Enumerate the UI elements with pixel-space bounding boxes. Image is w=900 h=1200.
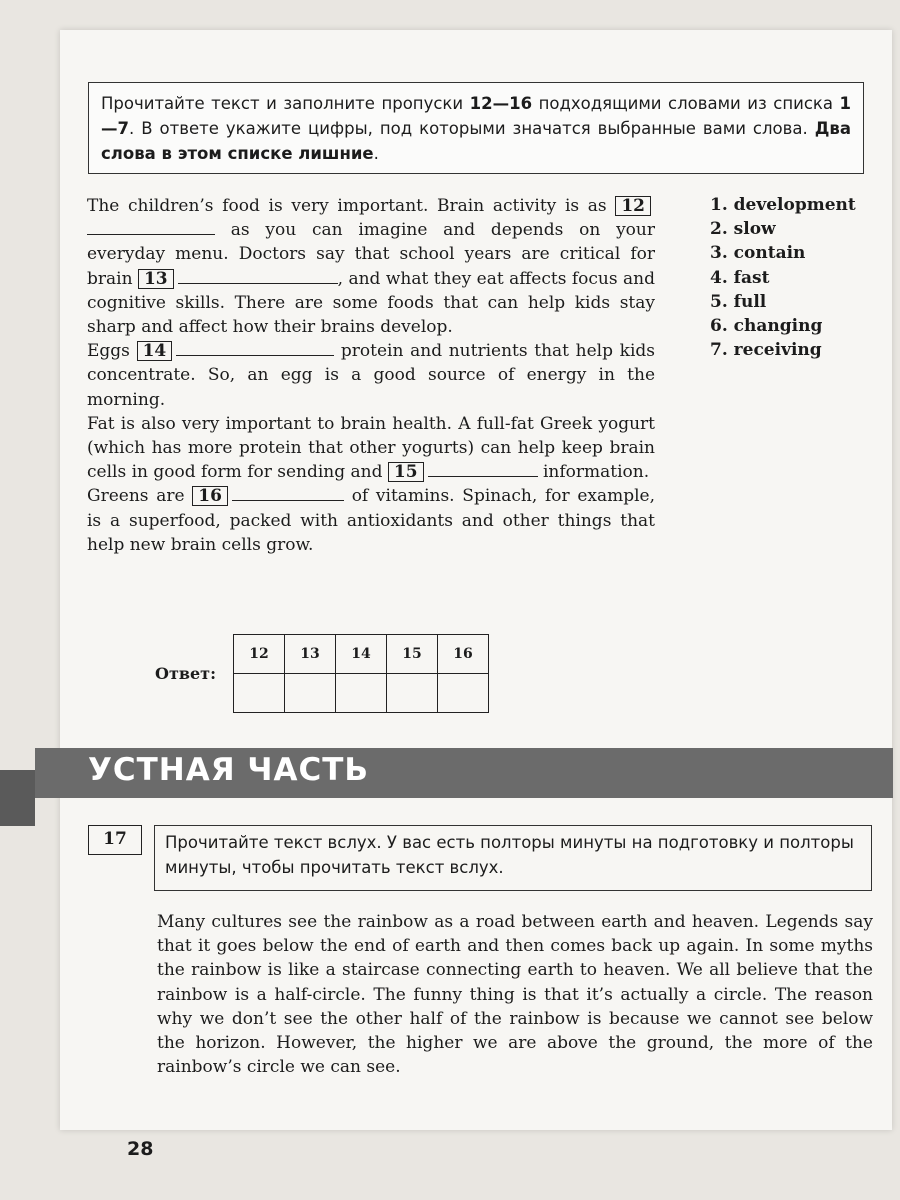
- gap-blank-15[interactable]: [428, 462, 538, 477]
- answer-input-cell-16[interactable]: [438, 674, 489, 713]
- instructions-range-2: 1—7: [101, 94, 852, 138]
- gap-blank-14[interactable]: [176, 341, 334, 356]
- reading-paragraph: Many cultures see the rainbow as a road between earth and heaven. Legends say that it goes below the end of earth and then comes back up again. In some myths the rainbow is like a staircase connecting earth to heaven. We all believe that the rainbow is a half-circle. The funny thing is that it’s actually a circle. The reason why we don’t see the other half of the rainbow is because we cannot see below the horizon. However, the higher we are above the ground, the more of the rainbow’s circle we can see.: [157, 912, 873, 1078]
- answer-input-cell-13[interactable]: [285, 674, 336, 713]
- answer-header-cell: 14: [336, 635, 387, 674]
- answer-input-cell-15[interactable]: [387, 674, 438, 713]
- instructions-text-2: подходящими словами из списка: [532, 94, 840, 113]
- page-number: 28: [127, 1138, 154, 1160]
- passage-text: Eggs: [87, 341, 130, 362]
- word-list-item: 4. fast: [710, 267, 770, 288]
- answer-header-cell: 13: [285, 635, 336, 674]
- word-list-item: 5. full: [710, 291, 767, 312]
- passage-text: protein and nutrients that help kids concentrate. So, an egg is a good source of energy in the morning.: [87, 341, 656, 410]
- passage-paragraph-2: [87, 339, 655, 412]
- passage-paragraph-3: [87, 412, 655, 485]
- section-title: УСТНАЯ ЧАСТЬ: [88, 752, 369, 788]
- gap-number-12: 12: [615, 196, 651, 216]
- answer-header-cell: 12: [234, 635, 285, 674]
- instructions-range-1: 12—16: [469, 94, 533, 113]
- word-list-item: 1. development: [710, 195, 856, 215]
- passage-text: The children’s food is very important. Brain activity is as: [87, 196, 607, 216]
- passage-text: information.: [542, 462, 650, 483]
- gap-number-14: 14: [137, 341, 173, 361]
- gap-blank-16[interactable]: [232, 486, 344, 501]
- answer-input-cell-12[interactable]: [234, 674, 285, 713]
- answer-label: Ответ:: [155, 664, 216, 683]
- word-list-item: 3. contain: [710, 243, 806, 264]
- instructions-text-1: Прочитайте текст и заполните пропуски: [101, 94, 470, 113]
- answer-header-cell: 15: [387, 635, 438, 674]
- answer-input-cell-14[interactable]: [336, 674, 387, 713]
- task-instructions: Прочитайте текст вслух. У вас есть полторы минуты на подготовку и полторы минуты, чтобы прочитать текст вслух.: [154, 825, 872, 891]
- section-banner-tab: [0, 770, 35, 826]
- gap-blank-12[interactable]: [87, 220, 215, 235]
- passage-text: , and what they eat affects focus and cognitive skills. There are some foods that can help kids stay sharp and affect how their brains develop.: [87, 268, 655, 338]
- passage-text: Fat is also very important to brain health. A full-fat Greek yogurt (which has more protein that other yogurts) can help keep brain cells in good form for sending and: [87, 413, 655, 483]
- gap-number-13: 13: [138, 269, 174, 289]
- gap-number-15: 15: [388, 462, 424, 482]
- passage-text: of vitamins. Spinach, for example, is a superfood, packed with antioxidants and other things that help new brain cells grow.: [87, 486, 656, 555]
- passage-paragraph-4: [87, 484, 655, 557]
- passage-paragraph-1: [87, 194, 655, 339]
- instructions-warning: Два слова в этом списке лишние: [101, 119, 851, 163]
- reading-text: [157, 910, 873, 1079]
- instructions-text-3: . В ответе укажите цифры, под которыми значатся выбранные вами слова.: [128, 119, 815, 138]
- gap-blank-13[interactable]: [178, 269, 338, 284]
- passage: [87, 194, 655, 557]
- instructions-text-4: .: [373, 144, 379, 163]
- answer-grid: [233, 634, 489, 713]
- word-list-item: 6. changing: [710, 316, 823, 337]
- instructions-box: [88, 82, 864, 174]
- word-list: [710, 193, 880, 362]
- passage-text: as you can imagine and depends on your everyday menu. Doctors say that school years are critical for brain: [87, 220, 655, 289]
- gap-number-16: 16: [192, 486, 228, 506]
- answer-header-cell: 16: [438, 635, 489, 674]
- task-number: 17: [88, 825, 142, 855]
- passage-text: Greens are: [87, 486, 185, 507]
- word-list-item: 2. slow: [710, 219, 776, 240]
- word-list-item: 7. receiving: [710, 340, 822, 361]
